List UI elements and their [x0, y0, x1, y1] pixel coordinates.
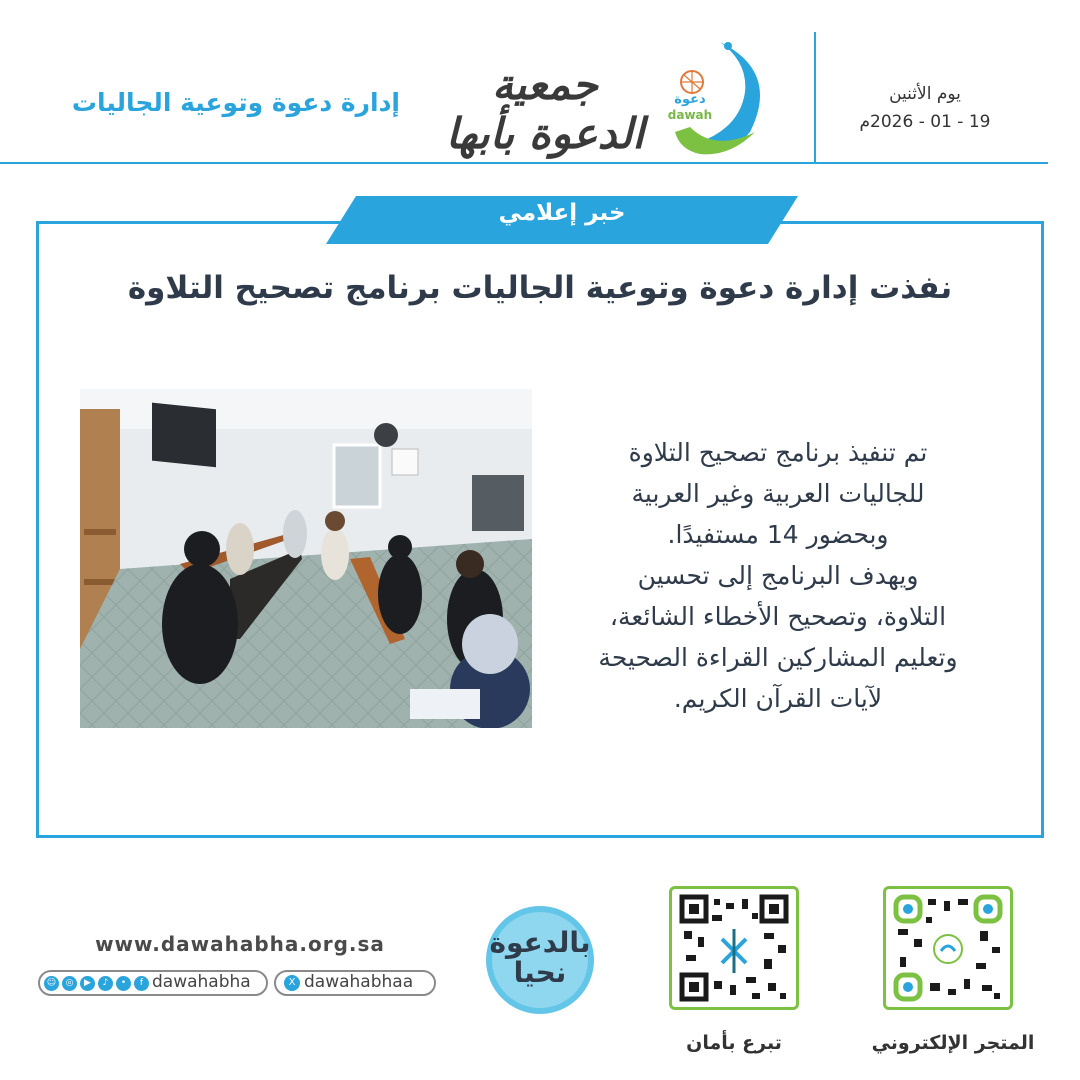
store-qr-card[interactable] [883, 886, 1013, 1010]
date-day: يوم الأثنين [889, 84, 961, 104]
donate-qr-label: تبرع بأمان [686, 1032, 782, 1054]
header-divider [814, 32, 816, 164]
department-title: إدارة دعوة وتوعية الجاليات [71, 88, 400, 117]
social-handle[interactable]: dawahabha [152, 972, 251, 992]
news-body [548, 432, 1008, 719]
news-body-line: التلاوة، وتصحيح الأخطاء الشائعة، [609, 602, 947, 631]
slogan-text: بالدعوة نحيا [489, 926, 591, 989]
logo-brand-english: dawah [667, 108, 713, 122]
x-handle[interactable]: dawahabhaa [304, 972, 414, 992]
news-body-line: وتعليم المشاركين القراءة الصحيحة [598, 643, 958, 672]
date-value: 19 - 01 - 2026م [859, 112, 991, 132]
news-body-line: وبحضور 14 مستفيدًا. [667, 520, 889, 549]
linkedin-icon[interactable]: • [116, 976, 131, 991]
tiktok-icon[interactable]: ♪ [98, 976, 113, 991]
website-url[interactable]: www.dawahabha.org.sa [95, 932, 385, 956]
news-body-line: ويهدف البرنامج إلى تحسين [637, 561, 919, 590]
qr-code-icon [886, 889, 1010, 1007]
instagram-icon[interactable]: ◎ [62, 976, 77, 991]
youtube-icon[interactable]: ▶ [80, 976, 95, 991]
logo-wordmark: جمعية الدعوة بأبها [445, 60, 645, 158]
snapchat-icon[interactable]: ☺ [44, 976, 59, 991]
x-icon[interactable]: X [284, 975, 300, 991]
news-body-line: لآيات القرآن الكريم. [673, 684, 883, 713]
news-body-line: للجاليات العربية وغير العربية [631, 479, 925, 508]
logo-brand-arabic: دعوة [674, 92, 706, 107]
facebook-icon[interactable]: f [134, 976, 149, 991]
news-photo [80, 389, 532, 728]
header-rule [0, 162, 1048, 164]
news-body-line: تم تنفيذ برنامج تصحيح التلاوة [628, 438, 928, 467]
donate-qr-card[interactable] [669, 886, 799, 1010]
store-qr-label: المتجر الإلكتروني [871, 1032, 1035, 1054]
news-headline: نفذت إدارة دعوة وتوعية الجاليات برنامج تصحيح التلاوة [127, 270, 953, 306]
news-badge-label: خبر إعلامي [498, 200, 626, 226]
qr-code-icon [672, 889, 796, 1007]
